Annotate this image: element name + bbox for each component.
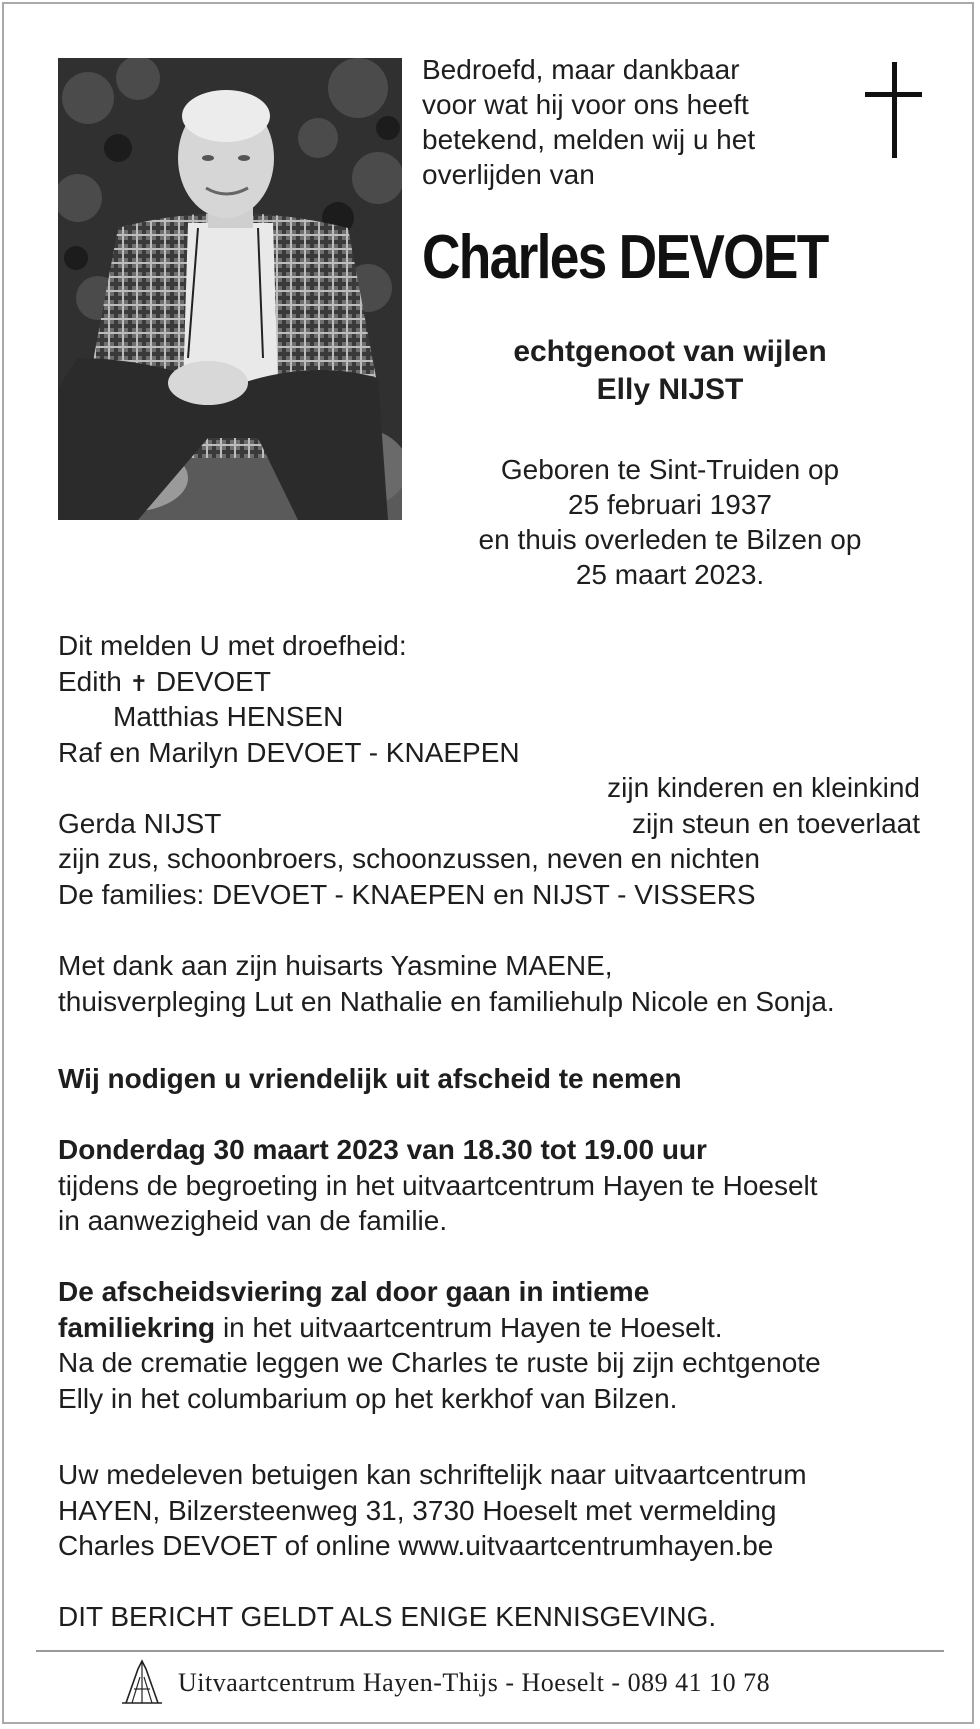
portrait-photo <box>58 58 402 520</box>
gerda-label: zijn steun en toeverlaat <box>632 807 920 839</box>
footer-divider <box>36 1650 944 1652</box>
family-member-raf: Raf en Marilyn DEVOET - KNAEPEN <box>58 736 520 768</box>
visitation-time: Donderdag 30 maart 2023 van 18.30 tot 19.00 uur <box>58 1134 707 1165</box>
deceased-name: Charles DEVOET <box>422 223 828 292</box>
visitation-line: in aanwezigheid van de familie. <box>58 1205 448 1236</box>
family-member-matthias: Matthias HENSEN <box>113 701 344 732</box>
edith-first-name: Edith <box>58 665 122 697</box>
ceremony-block <box>58 1274 938 1416</box>
thanks-block <box>58 948 938 1019</box>
gerda-name: Gerda NIJST <box>58 807 222 839</box>
footer <box>120 1655 770 1711</box>
siblings-line: zijn zus, schoonbroers, schoonzussen, neven en nichten <box>58 843 760 874</box>
ceremony-line: Na de crematie leggen we Charles te ruste bij zijn echtgenote <box>58 1347 821 1378</box>
children-row <box>58 770 920 806</box>
death-place: en thuis overleden te Bilzen op <box>478 524 862 555</box>
spouse-name: Elly NIJST <box>596 373 744 406</box>
condolences-line: Uw medeleven betuigen kan schriftelijk naar uitvaartcentrum <box>58 1459 807 1490</box>
family-member-edith <box>58 664 920 700</box>
intro-line: betekend, melden wij u het <box>422 124 756 155</box>
footer-text: Uitvaartcentrum Hayen-Thijs - Hoeselt - 089 41 10 78 <box>178 1668 771 1697</box>
thanks-line: Met dank aan zijn huisarts Yasmine MAENE, <box>58 950 613 981</box>
intro-line: voor wat hij voor ons heeft <box>422 89 749 120</box>
spouse-line: echtgenoot van wijlen <box>513 335 827 368</box>
family-member-gerda <box>58 806 920 842</box>
funeral-home-logo-icon <box>120 1659 164 1707</box>
invite-line: Wij nodigen u vriendelijk uit afscheid te nemen <box>58 1063 682 1094</box>
family-heading: Dit melden U met droefheid: <box>58 630 407 661</box>
condolences-line: HAYEN, Bilzersteenweg 31, 3730 Hoeselt met vermelding <box>58 1494 777 1526</box>
visitation-block <box>58 1132 938 1239</box>
edith-last-name: DEVOET <box>155 665 271 697</box>
birth-date: 25 februari 1937 <box>568 489 772 520</box>
intro-text <box>422 52 842 192</box>
families-line: De families: DEVOET - KNAEPEN en NIJST - VISSERS <box>58 878 756 910</box>
children-label: zijn kinderen en kleinkind <box>607 772 920 803</box>
ceremony-line: Elly in het columbarium op het kerkhof van Bilzen. <box>58 1382 678 1414</box>
ceremony-rest: in het uitvaartcentrum Hayen te Hoeselt. <box>215 1311 723 1343</box>
birth-place: Geboren te Sint-Truiden op <box>500 454 840 485</box>
portrait-image <box>58 58 402 520</box>
ceremony-bold-line: De afscheidsviering zal door gaan in intieme <box>58 1276 650 1307</box>
official-notice: DIT BERICHT GELDT ALS ENIGE KENNISGEVING. <box>58 1601 717 1632</box>
thanks-line: thuisverpleging Lut en Nathalie en familiehulp Nicole en Sonja. <box>58 985 835 1017</box>
small-cross-icon: ✝ <box>129 670 149 696</box>
ceremony-bold-word: familiekring <box>58 1311 216 1343</box>
intro-line: overlijden van <box>422 159 595 190</box>
spouse-info <box>440 333 900 409</box>
ceremony-line <box>58 1310 938 1346</box>
condolences-block <box>58 1457 938 1564</box>
condolences-line: Charles DEVOET of online www.uitvaartcentrumhayen.be <box>58 1530 774 1561</box>
intro-line: Bedroefd, maar dankbaar <box>422 54 740 85</box>
birth-death-info <box>440 452 900 592</box>
family-list <box>58 628 920 912</box>
visitation-line: tijdens de begroeting in het uitvaartcentrum Hayen te Hoeselt <box>58 1169 818 1201</box>
latin-cross-icon <box>865 62 925 158</box>
death-date: 25 maart 2023. <box>575 559 765 590</box>
